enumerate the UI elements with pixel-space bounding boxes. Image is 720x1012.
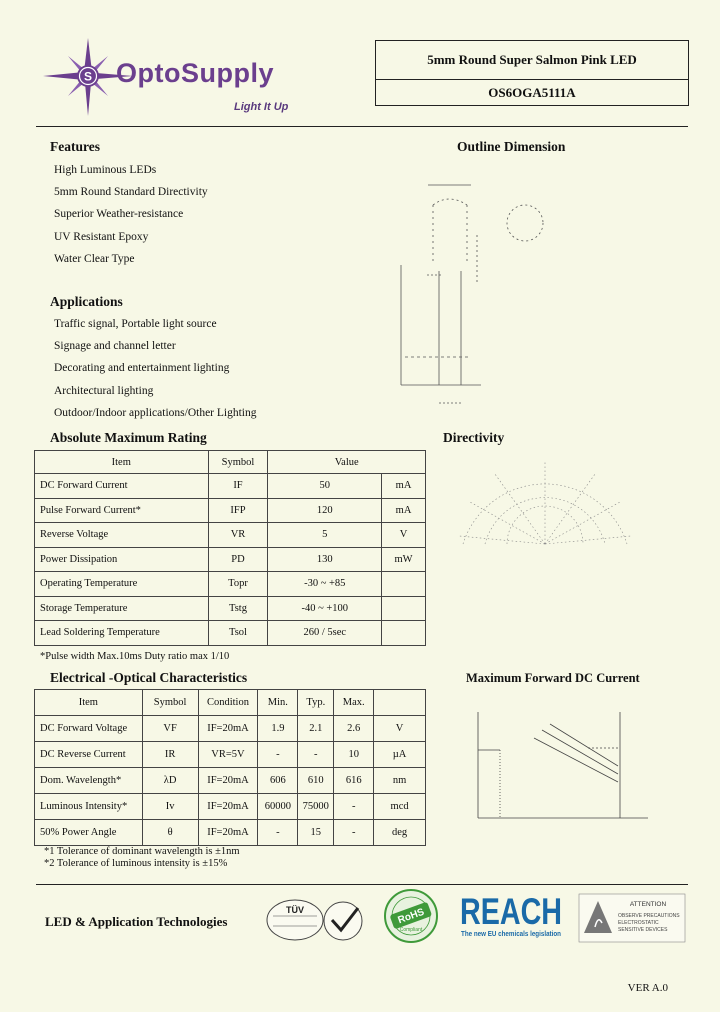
- col-min: Min.: [258, 690, 298, 716]
- col-max: Max.: [334, 690, 374, 716]
- cell-symbol: Tsol: [208, 621, 268, 646]
- features-list: [54, 159, 208, 270]
- cell-value: -40 ~ +100: [268, 596, 382, 621]
- company-tagline: LED & Application Technologies: [45, 914, 228, 929]
- table-row: [35, 498, 426, 523]
- cell-symbol: PD: [208, 547, 268, 572]
- reach-badge: [460, 888, 564, 940]
- cell-item: DC Forward Current: [35, 474, 209, 499]
- max-dc-heading: Maximum Forward DC Current: [466, 671, 640, 685]
- cell-symbol: IR: [142, 742, 198, 768]
- cell-min: -: [258, 742, 298, 768]
- cell-symbol: IFP: [208, 498, 268, 523]
- cell-value: 50: [268, 474, 382, 499]
- cell-item: Lead Soldering Temperature: [35, 621, 209, 646]
- product-title: 5mm Round Super Salmon Pink LED: [376, 41, 688, 80]
- col-item: Item: [35, 451, 209, 474]
- outline-drawing: [395, 175, 565, 410]
- list-item: Decorating and entertainment lighting: [54, 362, 230, 375]
- tuv-label: TÜV: [286, 905, 304, 915]
- cell-item: Operating Temperature: [35, 572, 209, 597]
- cell-max: 2.6: [334, 716, 374, 742]
- list-item: Signage and channel letter: [54, 340, 176, 353]
- list-item: UV Resistant Epoxy: [54, 230, 149, 243]
- cell-max: 10: [334, 742, 374, 768]
- cell-value: 260 / 5sec: [268, 621, 382, 646]
- svg-text:S: S: [83, 69, 93, 84]
- cell-symbol: θ: [142, 820, 198, 846]
- cell-unit: V: [374, 716, 426, 742]
- footnote: *2 Tolerance of luminous intensity is ±15%: [44, 858, 228, 869]
- list-item: 5mm Round Standard Directivity: [54, 186, 208, 199]
- applications-list: [54, 313, 257, 424]
- cell-item: Luminous Intensity*: [35, 794, 143, 820]
- table-row: [35, 572, 426, 597]
- cell-typ: -: [298, 742, 334, 768]
- cell-item: DC Reverse Current: [35, 742, 143, 768]
- cell-min: 1.9: [258, 716, 298, 742]
- cell-item: Pulse Forward Current*: [35, 498, 209, 523]
- cell-condition: VR=5V: [198, 742, 258, 768]
- table-row: [35, 794, 426, 820]
- title-box: [375, 40, 689, 106]
- eo-heading: Electrical -Optical Characteristics: [50, 670, 248, 685]
- cell-condition: IF=20mA: [198, 768, 258, 794]
- list-item: High Luminous LEDs: [54, 164, 157, 176]
- cell-item: Dom. Wavelength*: [35, 768, 143, 794]
- cell-min: -: [258, 820, 298, 846]
- cell-unit: [382, 572, 426, 597]
- abs-max-heading: Absolute Maximum Rating: [50, 430, 207, 445]
- tuv-badge: [265, 898, 325, 943]
- col-unit: [374, 690, 426, 716]
- reach-label: REACH: [460, 891, 562, 932]
- table-row: [35, 716, 426, 742]
- part-number: OS6OGA5111A: [488, 85, 576, 100]
- cell-unit: mW: [382, 547, 426, 572]
- cell-item: Reverse Voltage: [35, 523, 209, 548]
- eo-table: [34, 689, 426, 846]
- list-item: Outdoor/Indoor applications/Other Lighting: [54, 406, 257, 419]
- esd-title: ATTENTION: [629, 901, 667, 908]
- cell-item: Storage Temperature: [35, 596, 209, 621]
- outline-heading: Outline Dimension: [457, 139, 566, 154]
- abs-max-table: [34, 450, 426, 646]
- cell-unit: V: [382, 523, 426, 548]
- esd-line: OBSERVE PRECAUTIONS: [618, 913, 680, 919]
- cell-unit: nm: [374, 768, 426, 794]
- table-row: [35, 596, 426, 621]
- cell-value: 130: [268, 547, 382, 572]
- cell-item: Power Dissipation: [35, 547, 209, 572]
- cell-unit: [382, 621, 426, 646]
- cell-item: 50% Power Angle: [35, 820, 143, 846]
- cell-unit: mA: [382, 498, 426, 523]
- list-item: Water Clear Type: [54, 252, 135, 265]
- eo-footnotes: [44, 846, 240, 870]
- cell-symbol: Topr: [208, 572, 268, 597]
- cell-value: 5: [268, 523, 382, 548]
- cell-condition: IF=20mA: [198, 716, 258, 742]
- cell-value: 120: [268, 498, 382, 523]
- rohs-label: RoHS: [396, 906, 426, 927]
- rohs-sub-label: Compliant: [399, 927, 423, 933]
- reach-sub-label: The new EU chemicals legislation: [461, 931, 561, 938]
- footnote: *1 Tolerance of dominant wavelength is ±1nm: [44, 846, 240, 857]
- cell-typ: 610: [298, 768, 334, 794]
- features-heading: Features: [50, 139, 100, 154]
- cell-min: 606: [258, 768, 298, 794]
- table-row: [35, 742, 426, 768]
- cell-unit: mcd: [374, 794, 426, 820]
- cell-symbol: Iv: [142, 794, 198, 820]
- cell-typ: 15: [298, 820, 334, 846]
- col-typ: Typ.: [298, 690, 334, 716]
- col-item: Item: [35, 690, 143, 716]
- table-row: [35, 820, 426, 846]
- applications-heading: Applications: [50, 294, 123, 309]
- cell-typ: 2.1: [298, 716, 334, 742]
- cell-symbol: VF: [142, 716, 198, 742]
- directivity-chart: [455, 460, 635, 555]
- table-header-row: [35, 690, 426, 716]
- footer-divider: [36, 884, 688, 885]
- cell-unit: mA: [382, 474, 426, 499]
- cell-item: DC Forward Voltage: [35, 716, 143, 742]
- table-header-row: [35, 451, 426, 474]
- col-condition: Condition: [198, 690, 258, 716]
- cell-unit: deg: [374, 820, 426, 846]
- table-row: [35, 547, 426, 572]
- directivity-heading: Directivity: [443, 430, 505, 445]
- cell-symbol: Tstg: [208, 596, 268, 621]
- cell-max: -: [334, 794, 374, 820]
- certified-check-badge: [318, 898, 368, 943]
- table-row: [35, 621, 426, 646]
- cell-value: -30 ~ +85: [268, 572, 382, 597]
- cell-unit: [382, 596, 426, 621]
- cell-symbol: VR: [208, 523, 268, 548]
- col-symbol: Symbol: [208, 451, 268, 474]
- brand-tagline: Light It Up: [234, 101, 289, 113]
- list-item: Traffic signal, Portable light source: [54, 318, 217, 330]
- table-row: [35, 768, 426, 794]
- table-row: [35, 523, 426, 548]
- list-item: Architectural lighting: [54, 384, 154, 397]
- cell-max: 616: [334, 768, 374, 794]
- rohs-badge: [377, 888, 445, 944]
- col-value: Value: [268, 451, 426, 474]
- cell-condition: IF=20mA: [198, 794, 258, 820]
- version-label: VER A.0: [627, 982, 668, 994]
- cell-symbol: λD: [142, 768, 198, 794]
- table-row: [35, 474, 426, 499]
- cell-max: -: [334, 820, 374, 846]
- esd-line: ELECTROSTATIC: [618, 920, 659, 926]
- esd-line: SENSITIVE DEVICES: [618, 927, 668, 933]
- list-item: Superior Weather-resistance: [54, 208, 184, 221]
- cell-typ: 75000: [298, 794, 334, 820]
- header-divider: [36, 126, 688, 127]
- cell-symbol: IF: [208, 474, 268, 499]
- cell-unit: µA: [374, 742, 426, 768]
- abs-max-footnote: *Pulse width Max.10ms Duty ratio max 1/10: [40, 651, 230, 662]
- cell-condition: IF=20mA: [198, 820, 258, 846]
- max-dc-chart: [470, 700, 650, 830]
- brand-name: OptoSupply: [116, 58, 274, 88]
- cell-min: 60000: [258, 794, 298, 820]
- esd-warning-badge: [578, 893, 686, 943]
- col-symbol: Symbol: [142, 690, 198, 716]
